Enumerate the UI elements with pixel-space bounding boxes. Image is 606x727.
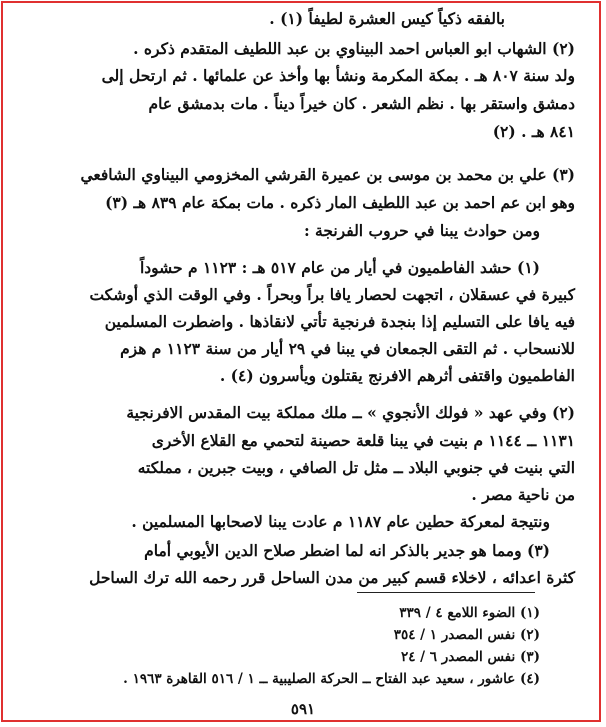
text-line: ١١٣١ ــ ١١٤٤ م بنيت في يبنا قلعة حصينة لتحمي مع القلاع الأخرى	[151, 431, 575, 450]
text-line: دمشق واستقر بها . نظم الشعر . كان خيراً ديناً . مات بدمشق عام	[148, 94, 575, 113]
text-line: ٨٤١ هـ . (٢)	[492, 122, 575, 141]
footnote: (٤) عاشور ، سعيد عبد الفتاح ــ الحركة الصليبية ــ ١ / ٥١٦ القاهرة ١٩٦٣ .	[123, 671, 540, 687]
footnote: (١) الضوء اللامع ٤ / ٣٣٩	[399, 605, 540, 621]
text-line: (٢) الشهاب ابو العباس احمد البيناوي بن عبد اللطيف المتقدم ذكره .	[133, 39, 575, 58]
text-line: (٣) ومما هو جدير بالذكر انه لما اضطر صلاح الدين الأيوبي أمام	[144, 541, 550, 560]
text-line: بالفقه ذكياً كيس العشرة لطيفاً (١) .	[269, 9, 505, 28]
text-line: كثرة اعدائه ، لاخلاء قسم كبير من مدن الساحل قرر رحمه الله ترك الساحل	[89, 568, 575, 587]
text-line: ومن حوادث يبنا في حروب الفرنجة :	[303, 221, 540, 240]
text-line: فيه يافا على التسليم إذا بنجدة فرنجية تأتي لانقاذها . واضطرت المسلمين	[104, 312, 575, 331]
page-number: ٥٩١	[290, 700, 316, 718]
text-line: من ناحية مصر .	[471, 485, 575, 504]
footnote: (٢) نفس المصدر ١ / ٣٥٤	[393, 627, 540, 643]
text-line: (١) حشد الفاطميون في أيار من عام ٥١٧ هـ : ١١٢٣ م حشوداً	[139, 258, 540, 277]
text-line: وهو ابن عم احمد بن عبد اللطيف المار ذكره . مات بمكة عام ٨٣٩ هـ (٣)	[105, 193, 575, 212]
text-line: (٢) وفي عهد « فولك الأنجوي » ــ ملك مملكة بيت المقدس الافرنجية	[126, 403, 575, 422]
text-line: الفاطميون واقتفى أثرهم الافرنج يقتلون ويأسرون (٤) .	[219, 366, 575, 385]
text-line: ونتيجة لمعركة حطين عام ١١٨٧ م عادت يبنا لاصحابها المسلمين .	[131, 512, 550, 531]
text-line: (٣) علي بن محمد بن موسى بن عميرة القرشي المخزومي البيناوي الشافعي	[80, 165, 575, 184]
text-line: ولد سنة ٨٠٧ هـ . بمكة المكرمة ونشأ بها وأخذ عن علمائها . ثم ارتحل إلى	[101, 66, 575, 85]
text-line: التي بنيت في جنوبي البلاد ــ مثل تل الصافي ، وبيت جبرين ، مملكته	[137, 458, 575, 477]
text-line: كبيرة في عسقلان ، اتجهت لحصار يافا براً وبحراً . وفي الوقت الذي أوشكت	[89, 285, 575, 304]
footnote-rule	[357, 592, 535, 593]
footnote: (٣) نفس المصدر ٦ / ٢٤	[400, 649, 540, 665]
text-line: للانسحاب . ثم التقى الجمعان في يبنا في ٢٩ أيار من سنة ١١٢٣ م هزم	[120, 339, 575, 358]
